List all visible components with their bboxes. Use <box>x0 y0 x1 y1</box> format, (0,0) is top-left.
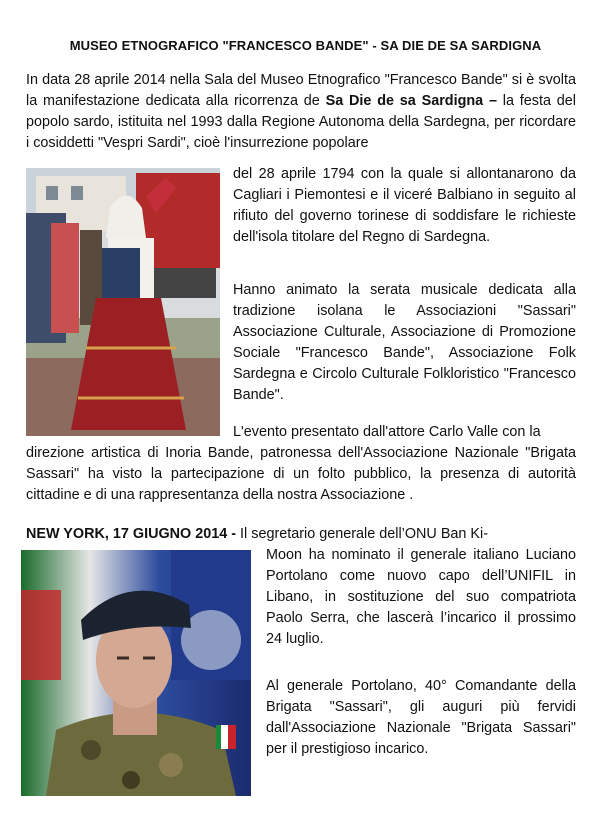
article-title: MUSEO ETNOGRAFICO "FRANCESCO BANDE" - SA DIE DE SA SARDIGNA <box>69 38 542 53</box>
news-paragraph-congratulations: Al generale Portolano, 40° Comandante della Brigata "Sassari", gli auguri più fervidi dall'Associazione Nazionale "Brigata Sassari" per il prestigioso incarico. <box>266 678 576 757</box>
article-paragraph-event: direzione artistica di Inoria Bande, patronessa dell'Associazione Nazionale "Brigata Sassari" ha visto la partecipazione di un folto pubblico, la presenza di autorità cittadine e di una rappresentanza della nostra Associazione . <box>26 445 576 503</box>
article-paragraph-associations: Hanno animato la serata musicale dedicata alla tradizione isolana le Associazioni "Sassari" Associazione Culturale, Associazione di Promozione Sociale "Francesco Bande", Associazione Folk Sardegna e Circolo Culturale Folkloristico "Francesco Bande". <box>233 282 576 403</box>
article-paragraph-intro: In data 28 aprile 2014 nella Sala del Museo Etnografico "Francesco Bande" si è svolta la manifestazione dedicata alla ricorrenza de Sa Die de sa Sardigna – la festa del popolo sardo, istituita nel 1993 dalla Regione Autonoma della Sardegna, per ricordare i cosiddetti "Vespri Sardi", cioè l'insurrezione popolare <box>26 72 576 151</box>
general-portrait-photo <box>21 550 251 796</box>
news-paragraph-first-line: NEW YORK, 17 GIUGNO 2014 - Il segretario generale dell’ONU Ban Ki- <box>26 526 489 542</box>
news-paragraph-appointment: Moon ha nominato il generale italiano Luciano Portolano come nuovo capo dell’UNIFIL in Libano, in sostituzione del suo compatriota Paolo Serra, che lascerà l’incarico il prossimo 24 luglio. <box>266 547 576 647</box>
news-dateline: NEW YORK, 17 GIUGNO 2014 - <box>26 526 237 542</box>
folk-dancer-photo <box>26 168 220 436</box>
highlight-sa-die: Sa Die de sa Sardigna – <box>325 93 497 109</box>
article-paragraph-intro-continued: del 28 aprile 1794 con la quale si allontanarono da Cagliari i Piemontesi e il viceré Balbiano in seguito al rifiuto del governo torinese di soddisfare le richieste dell'isola titolare del Regno di Sardegna. <box>233 166 576 245</box>
article-paragraph-event-line1: L'evento presentato dall'attore Carlo Valle con la <box>233 424 541 440</box>
